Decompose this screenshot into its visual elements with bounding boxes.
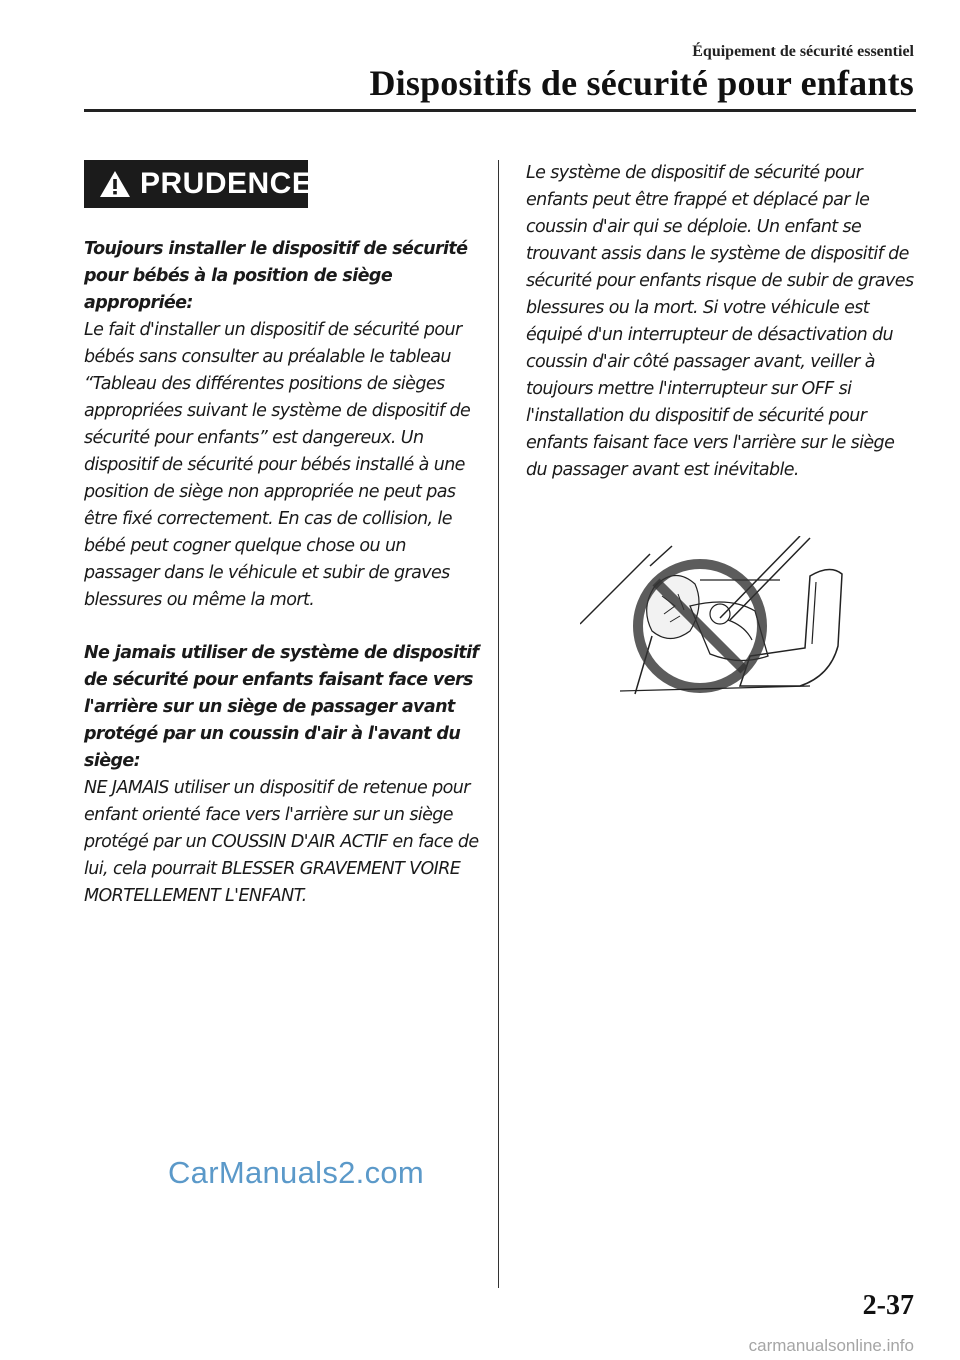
section-title: Équipement de sécurité essentiel	[692, 43, 914, 60]
warning-heading-1: Toujours installer le dispositif de sécurité pour bébés à la position de siège appropriée:	[84, 239, 468, 313]
page-number: 2-37	[862, 1290, 914, 1321]
left-column	[84, 160, 480, 910]
right-column	[526, 160, 916, 484]
footer-site-watermark: carmanualsonline.info	[748, 1336, 914, 1355]
warning-triangle-icon	[98, 169, 132, 199]
caution-label: PRUDENCE	[140, 167, 313, 200]
caution-badge	[84, 160, 313, 208]
warning-heading-2: Ne jamais utiliser de système de dispositif de sécurité pour enfants faisant face vers l'arrière sur un siège de passager avant protégé par un coussin d'air à l'avant du siège:	[84, 643, 479, 771]
header-divider	[84, 109, 916, 112]
column-divider	[498, 160, 499, 1288]
warning-body-3: Le système de dispositif de sécurité pour enfants peut être frappé et déplacé par le coussin d'air qui se déploie. Un enfant se trouvant assis dans le système de dispositif de sécurité pour enfants risque de subir de graves blessures ou la mort. Si votre véhicule est équipé d'un interrupteur de désactivation du coussin d'air côté passager avant, veiller à toujours mettre l'interrupteur sur OFF si l'installation du dispositif de sécurité pour enfants faisant face vers l'arrière sur le siège du passager avant est inévitable.	[526, 163, 914, 480]
prohibited-rear-facing-seat-illustration	[580, 536, 860, 696]
warning-block-1	[84, 236, 480, 614]
warning-body-2: NE JAMAIS utiliser un dispositif de retenue pour enfant orienté face vers l'arrière sur un siège protégé par un COUSSIN D'AIR ACTIF en face de lui, cela pourrait BLESSER GRAVEMENT VOIRE MORTELLEMENT L'ENFANT.	[84, 778, 479, 906]
warning-body-1: Le fait d'installer un dispositif de sécurité pour bébés sans consulter au préalable le tableau “Tableau des différentes positions de sièges appropriées suivant le système de dispositif de sécurité pour enfants” est dangereux. Un dispositif de sécurité pour bébés installé à une position de siège non appropriée ne peut pas être fixé correctement. En cas de collision, le bébé peut cogner quelque chose ou un passager dans le véhicule et subir de graves blessures ou même la mort.	[84, 320, 471, 610]
page-title: Dispositifs de sécurité pour enfants	[369, 63, 914, 103]
warning-block-2	[84, 640, 480, 910]
watermark: CarManuals2.com	[168, 1155, 425, 1190]
